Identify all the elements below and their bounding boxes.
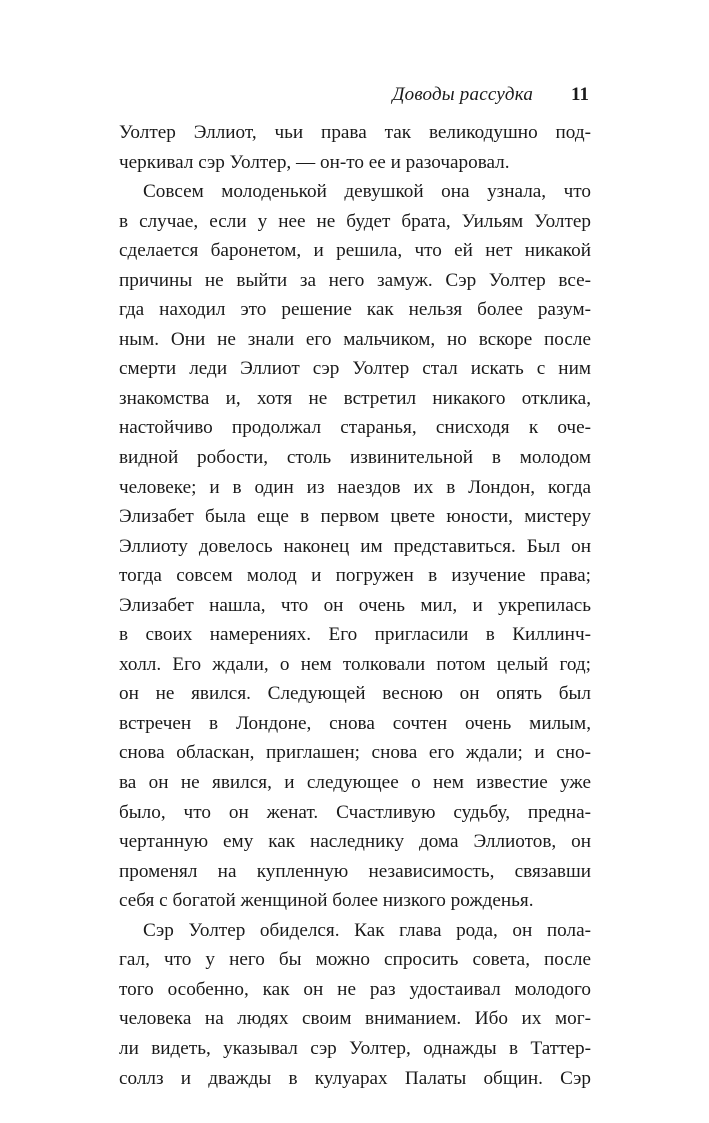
text-line: ва он не явился, и следующее о нем известие уже — [119, 772, 591, 794]
text-line: променял на купленную независимость, связавши — [119, 860, 591, 882]
text-line: себя с богатой женщиной более низкого рожденья. — [119, 890, 534, 912]
text-line: сделается баронетом, и решила, что ей нет никакой — [119, 240, 591, 262]
text-line: черкивал сэр Уолтер, — он-то ее и разочаровал. — [119, 151, 510, 173]
text-line: снова обласкан, приглашен; снова его ждали; и сно- — [119, 742, 591, 764]
text-line: человека на людях своим вниманием. Ибо их мог- — [119, 1008, 591, 1030]
paragraph — [119, 916, 591, 1093]
text-line: настойчиво продолжал старанья, снисходя к оче- — [119, 417, 591, 439]
text-line: было, что он женат. Счастливую судьбу, предна- — [119, 801, 591, 823]
running-title: Доводы рассудка — [392, 84, 534, 105]
text-line: причины не выйти за него замуж. Сэр Уолтер все- — [119, 269, 591, 291]
text-line: ли видеть, указывал сэр Уолтер, однажды в Таттер- — [119, 1037, 591, 1059]
text-line: смерти леди Эллиот сэр Уолтер стал искать с ним — [119, 358, 591, 380]
text-line: холл. Его ждали, о нем толковали потом целый год; — [119, 653, 591, 675]
text-line: знакомства и, хотя не встретил никакого отклика, — [119, 387, 591, 409]
text-line: ным. Они не знали его мальчиком, но вскоре после — [119, 328, 591, 350]
text-line: в случае, если у нее не будет брата, Уильям Уолтер — [119, 210, 591, 232]
text-line: Элизабет нашла, что он очень мил, и укрепилась — [119, 594, 591, 616]
text-line: Элизабет была еще в первом цвете юности, мистеру — [119, 506, 591, 528]
text-line: видной робости, столь извинительной в молодом — [119, 447, 591, 469]
text-line: того особенно, как он не раз удостаивал молодого — [119, 978, 591, 1000]
body-text — [119, 118, 591, 1093]
text-line: чертанную ему как наследнику дома Эллиотов, он — [119, 831, 591, 853]
text-line: в своих намерениях. Его пригласили в Киллинч- — [119, 624, 591, 646]
text-line: гда находил это решение как нельзя более разум- — [119, 299, 591, 321]
text-line: гал, что у него бы можно спросить совета, после — [119, 949, 591, 971]
text-line: Эллиоту довелось наконец им представиться. Был он — [119, 535, 591, 557]
text-line: Совсем молоденькой девушкой она узнала, что — [143, 181, 591, 203]
text-line: человеке; и в один из наездов их в Лондон, когда — [119, 476, 591, 498]
text-line: он не явился. Следующей весною он опять был — [119, 683, 591, 705]
book-page — [119, 84, 591, 1093]
text-line: Сэр Уолтер обиделся. Как глава рода, он пола- — [143, 919, 591, 941]
running-head — [119, 84, 591, 118]
text-line: Уолтер Эллиот, чьи права так великодушно под- — [119, 122, 591, 143]
page-number: 11 — [571, 84, 589, 105]
text-line: соллз и дважды в кулуарах Палаты общин. Сэр — [119, 1067, 591, 1089]
paragraph — [119, 177, 591, 916]
text-line: тогда совсем молод и погружен в изучение права; — [119, 565, 591, 587]
text-line: встречен в Лондоне, снова сочтен очень милым, — [119, 712, 591, 734]
paragraph — [119, 118, 591, 177]
